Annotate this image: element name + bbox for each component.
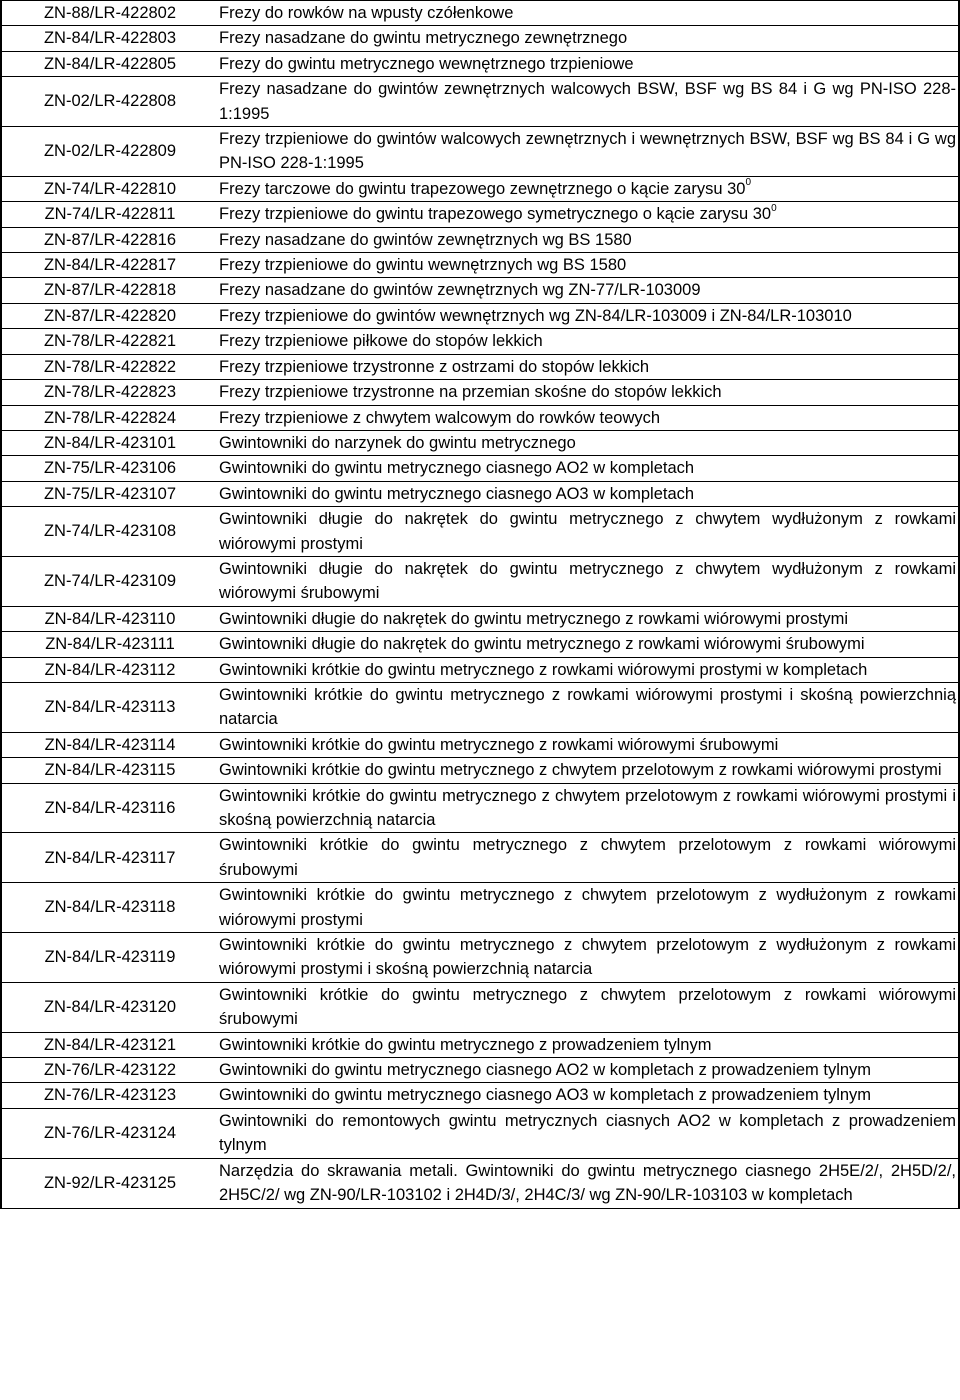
tool-description-cell	[216, 176, 959, 201]
table-row	[1, 883, 959, 933]
tool-description-text: Frezy trzpieniowe trzystronne z ostrzami do stopów lekkich	[219, 357, 650, 376]
tool-description-cell	[216, 507, 959, 557]
tool-description-cell	[216, 682, 959, 732]
tool-description-cell	[216, 783, 959, 833]
standard-code-cell: ZN-78/LR-422823	[1, 380, 216, 405]
tool-description-text: Gwintowniki krótkie do gwintu metrycznego z chwytem przelotowym z rowkami wiórowymi prostymi i skośną powierzchnią natarcia	[219, 786, 956, 829]
standard-code-cell: ZN-84/LR-423101	[1, 430, 216, 455]
table-row	[1, 253, 959, 278]
tool-description-cell	[216, 933, 959, 983]
standard-code-cell: ZN-88/LR-422802	[1, 1, 216, 26]
tool-description-text: Frezy nasadzane do gwintów zewnętrznych wg BS 1580	[219, 230, 632, 249]
standard-code-cell: ZN-84/LR-422817	[1, 253, 216, 278]
tool-description-cell	[216, 456, 959, 481]
table-row	[1, 380, 959, 405]
tool-description-text: Frezy tarczowe do gwintu trapezowego zewnętrznego o kącie zarysu 30	[219, 179, 746, 198]
table-row	[1, 982, 959, 1032]
tool-description-cell	[216, 982, 959, 1032]
standard-code-cell: ZN-75/LR-423106	[1, 456, 216, 481]
standard-code-cell: ZN-78/LR-422824	[1, 405, 216, 430]
tool-description-cell	[216, 632, 959, 657]
table-row	[1, 657, 959, 682]
standard-code-cell: ZN-84/LR-423116	[1, 783, 216, 833]
tool-description-text: Gwintowniki krótkie do gwintu metrycznego z chwytem przelotowym z wydłużonym z rowkami wiórowymi prostymi i skośną powierzchnią natarcia	[219, 936, 956, 979]
table-row	[1, 732, 959, 757]
tool-description-text: Gwintowniki długie do nakrętek do gwintu metrycznego z chwytem wydłużonym z rowkami wiórowymi prostymi	[219, 510, 956, 553]
standard-code-cell: ZN-78/LR-422821	[1, 329, 216, 354]
standard-code-cell: ZN-84/LR-423111	[1, 632, 216, 657]
tool-description-text: Frezy trzpieniowe do gwintów walcowych zewnętrznych i wewnętrznych BSW, BSF wg BS 84 i G wg PN-ISO 228-1:1995	[219, 130, 956, 173]
tool-description-text: Gwintowniki krótkie do gwintu metrycznego z chwytem przelotowym z rowkami wiórowymi śrubowymi	[219, 985, 956, 1029]
standard-code-cell: ZN-87/LR-422820	[1, 303, 216, 328]
standard-code-cell: ZN-87/LR-422818	[1, 278, 216, 303]
tool-description-cell	[216, 354, 959, 379]
table-row	[1, 632, 959, 657]
table-row	[1, 127, 959, 177]
table-row	[1, 202, 959, 227]
table-row	[1, 507, 959, 557]
table-row	[1, 481, 959, 506]
tool-description-cell	[216, 405, 959, 430]
standard-code-cell: ZN-84/LR-423114	[1, 732, 216, 757]
table-row	[1, 405, 959, 430]
table-row	[1, 606, 959, 631]
table-row	[1, 1032, 959, 1057]
standard-code-cell: ZN-84/LR-423110	[1, 606, 216, 631]
tool-description-text: Gwintowniki krótkie do gwintu metrycznego z rowkami wiórowymi prostymi i skośną powierzchnią natarcia	[219, 685, 956, 729]
table-row	[1, 51, 959, 76]
tool-description-cell	[216, 26, 959, 51]
tool-description-text: Frezy trzpieniowe z chwytem walcowym do rowków teowych	[219, 408, 661, 427]
standard-code-cell: ZN-76/LR-423123	[1, 1083, 216, 1108]
standard-code-cell: ZN-74/LR-422810	[1, 176, 216, 201]
tool-description-cell	[216, 77, 959, 127]
tool-description-text: Gwintowniki krótkie do gwintu metrycznego z chwytem przelotowym z wydłużonym z rowkami wiórowymi prostymi	[219, 886, 956, 929]
tool-description-text: Gwintowniki do remontowych gwintu metrycznych ciasnych AO2 w kompletach z prowadzeniem tylnym	[219, 1111, 956, 1155]
tool-description-text: Gwintowniki krótkie do gwintu metrycznego z chwytem przelotowym z rowkami wiórowymi prostymi	[219, 761, 942, 780]
table-row	[1, 1158, 959, 1208]
table-row	[1, 556, 959, 606]
tool-description-text: Frezy trzpieniowe do gwintu wewnętrznych wg BS 1580	[219, 256, 627, 275]
standard-code-cell: ZN-76/LR-423124	[1, 1108, 216, 1158]
standard-code-cell: ZN-74/LR-422811	[1, 202, 216, 227]
tool-description-cell	[216, 430, 959, 455]
table-row	[1, 26, 959, 51]
table-row	[1, 933, 959, 983]
tool-description-cell	[216, 202, 959, 227]
table-row	[1, 783, 959, 833]
standards-table-body	[1, 1, 959, 1209]
standard-code-cell: ZN-02/LR-422809	[1, 127, 216, 177]
tool-description-text: Gwintowniki długie do nakrętek do gwintu metrycznego z chwytem wydłużonym z rowkami wiórowymi śrubowymi	[219, 559, 956, 603]
tool-description-cell	[216, 51, 959, 76]
table-row	[1, 758, 959, 783]
standard-code-cell: ZN-84/LR-423112	[1, 657, 216, 682]
table-row	[1, 354, 959, 379]
standard-code-cell: ZN-74/LR-423109	[1, 556, 216, 606]
tool-description-text: Gwintowniki krótkie do gwintu metrycznego z rowkami wiórowymi prostymi w kompletach	[219, 660, 868, 679]
tool-description-text: Frezy trzpieniowe trzystronne na przemian skośne do stopów lekkich	[219, 383, 722, 402]
standard-code-cell: ZN-84/LR-423119	[1, 933, 216, 983]
tool-description-cell	[216, 253, 959, 278]
standard-code-cell: ZN-87/LR-422816	[1, 227, 216, 252]
tool-description-cell	[216, 1158, 959, 1208]
tool-description-text: Frezy trzpieniowe piłkowe do stopów lekkich	[219, 332, 543, 351]
table-row	[1, 303, 959, 328]
table-row	[1, 329, 959, 354]
table-row	[1, 682, 959, 732]
tool-description-text: Gwintowniki do gwintu metrycznego ciasnego AO2 w kompletach z prowadzeniem tylnym	[219, 1061, 872, 1080]
tool-description-cell	[216, 883, 959, 933]
standard-code-cell: ZN-84/LR-422803	[1, 26, 216, 51]
standard-code-cell: ZN-84/LR-423115	[1, 758, 216, 783]
standard-code-cell: ZN-76/LR-423122	[1, 1058, 216, 1083]
degree-superscript: 0	[771, 202, 777, 214]
table-row	[1, 227, 959, 252]
tool-description-cell	[216, 556, 959, 606]
tool-description-cell	[216, 1108, 959, 1158]
tool-description-cell	[216, 303, 959, 328]
standard-code-cell: ZN-84/LR-423121	[1, 1032, 216, 1057]
table-row	[1, 176, 959, 201]
tool-description-cell	[216, 227, 959, 252]
tool-description-text: Gwintowniki do gwintu metrycznego ciasnego AO3 w kompletach z prowadzeniem tylnym	[219, 1086, 872, 1105]
tool-description-cell	[216, 657, 959, 682]
tool-description-text: Gwintowniki krótkie do gwintu metrycznego z rowkami wiórowymi śrubowymi	[219, 735, 779, 754]
standard-code-cell: ZN-84/LR-423120	[1, 982, 216, 1032]
tool-description-text: Frezy nasadzane do gwintów zewnętrznych walcowych BSW, BSF wg BS 84 i G wg PN-ISO 228-1:1995	[219, 80, 956, 123]
tool-description-text: Frezy trzpieniowe do gwintu trapezowego symetrycznego o kącie zarysu 30	[219, 205, 772, 224]
tool-description-cell	[216, 278, 959, 303]
tool-description-text: Frezy do rowków na wpusty czółenkowe	[219, 4, 514, 22]
table-row	[1, 1, 959, 26]
standard-code-cell: ZN-84/LR-423113	[1, 682, 216, 732]
tool-description-cell	[216, 1058, 959, 1083]
table-row	[1, 278, 959, 303]
table-row	[1, 1083, 959, 1108]
standard-code-cell: ZN-78/LR-422822	[1, 354, 216, 379]
tool-description-cell	[216, 329, 959, 354]
tool-description-cell	[216, 732, 959, 757]
tool-description-text: Gwintowniki do gwintu metrycznego ciasnego AO2 w kompletach	[219, 459, 695, 478]
tool-description-cell	[216, 1032, 959, 1057]
degree-superscript: 0	[745, 177, 751, 189]
tool-description-cell	[216, 481, 959, 506]
table-row	[1, 430, 959, 455]
tool-description-text: Frezy do gwintu metrycznego wewnętrznego trzpieniowe	[219, 54, 634, 73]
table-row	[1, 1058, 959, 1083]
standard-code-cell: ZN-84/LR-423117	[1, 833, 216, 883]
standard-code-cell: ZN-02/LR-422808	[1, 77, 216, 127]
tool-description-cell	[216, 380, 959, 405]
tool-description-text: Gwintowniki długie do nakrętek do gwintu metrycznego z rowkami wiórowymi śrubowymi	[219, 635, 865, 654]
tool-description-text: Frezy trzpieniowe do gwintów wewnętrznych wg ZN-84/LR-103009 i ZN-84/LR-103010	[219, 306, 852, 325]
tool-description-cell	[216, 606, 959, 631]
standard-code-cell: ZN-75/LR-423107	[1, 481, 216, 506]
tool-description-cell	[216, 1083, 959, 1108]
standard-code-cell: ZN-92/LR-423125	[1, 1158, 216, 1208]
tool-description-cell	[216, 833, 959, 883]
tool-description-text: Frezy nasadzane do gwintu metrycznego zewnętrznego	[219, 29, 628, 48]
table-row	[1, 456, 959, 481]
tool-description-cell	[216, 758, 959, 783]
table-row	[1, 77, 959, 127]
tool-description-cell	[216, 1, 959, 26]
tool-description-text: Gwintowniki do gwintu metrycznego ciasnego AO3 w kompletach	[219, 484, 695, 503]
tool-description-cell	[216, 127, 959, 177]
standard-code-cell: ZN-84/LR-423118	[1, 883, 216, 933]
tool-description-text: Gwintowniki krótkie do gwintu metrycznego z chwytem przelotowym z rowkami wiórowymi śrubowymi	[219, 836, 956, 879]
tool-description-text: Gwintowniki długie do nakrętek do gwintu metrycznego z rowkami wiórowymi prostymi	[219, 609, 849, 628]
tool-description-text: Frezy nasadzane do gwintów zewnętrznych wg ZN-77/LR-103009	[219, 281, 701, 300]
tool-description-text: Narzędzia do skrawania metali. Gwintowniki do gwintu metrycznego ciasnego 2H5E/2/, 2H5D/2/, 2H5C/2/ wg ZN-90/LR-103102 i 2H4D/3/, 2H4C/3/ wg ZN-90/LR-103103 w kompletach	[219, 1161, 956, 1205]
standard-code-cell: ZN-84/LR-422805	[1, 51, 216, 76]
standard-code-cell: ZN-74/LR-423108	[1, 507, 216, 557]
table-row	[1, 1108, 959, 1158]
tool-description-text: Gwintowniki do narzynek do gwintu metrycznego	[219, 433, 576, 452]
table-row	[1, 833, 959, 883]
tool-description-text: Gwintowniki krótkie do gwintu metrycznego z prowadzeniem tylnym	[219, 1035, 712, 1054]
